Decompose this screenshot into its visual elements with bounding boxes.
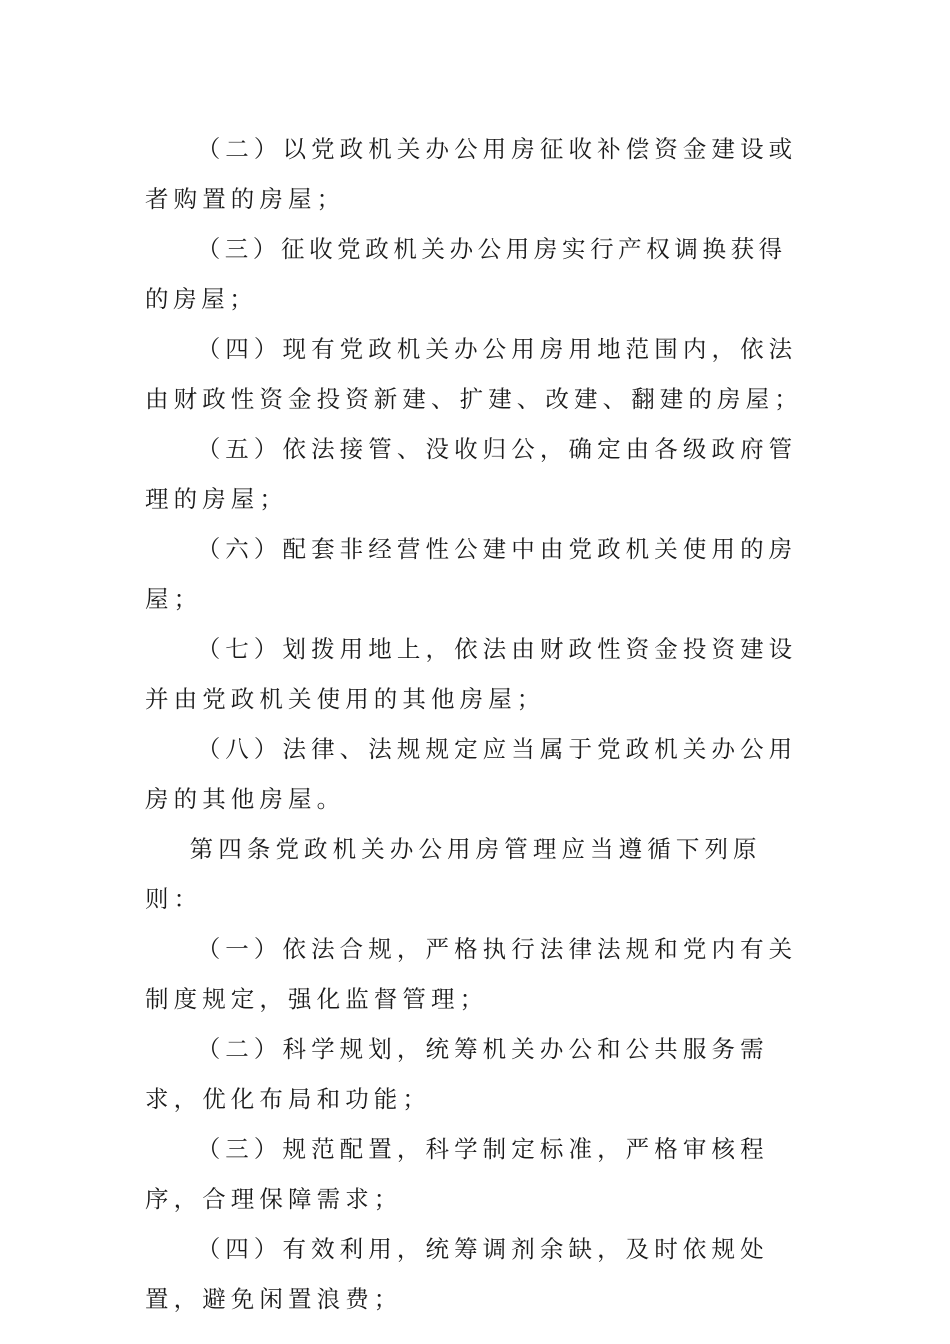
paragraph: （三）征收党政机关办公用房实行产权调换获得的房屋； <box>145 235 787 313</box>
paragraph: （二）科学规划，统筹机关办公和公共服务需求，优化布局和功能； <box>145 1035 769 1113</box>
paragraph: （四）现有党政机关办公用房用地范围内，依法由财政性资金投资新建、扩建、改建、翻建的房屋； <box>145 335 803 413</box>
article-heading: 第四条党政机关办公用房管理应当遵循下列原则： <box>145 835 762 913</box>
paragraph: （六）配套非经营性公建中由党政机关使用的房屋； <box>145 535 798 613</box>
paragraph: （七）划拨用地上，依法由财政性资金投资建设并由党政机关使用的其他房屋； <box>145 635 798 713</box>
paragraph: （三）规范配置，科学制定标准，严格审核程序，合理保障需求； <box>145 1135 769 1213</box>
paragraph: （五）依法接管、没收归公，确定由各级政府管理的房屋； <box>145 435 798 513</box>
paragraph: （一）依法合规，严格执行法律法规和党内有关制度规定，强化监督管理； <box>145 935 798 1013</box>
document-body <box>145 124 810 1324</box>
paragraph: （四）有效利用，统筹调剂余缺，及时依规处置，避免闲置浪费； <box>145 1235 769 1313</box>
paragraph: （二）以党政机关办公用房征收补偿资金建设或者购置的房屋； <box>145 135 798 213</box>
paragraph: （八）法律、法规规定应当属于党政机关办公用房的其他房屋。 <box>145 735 798 813</box>
